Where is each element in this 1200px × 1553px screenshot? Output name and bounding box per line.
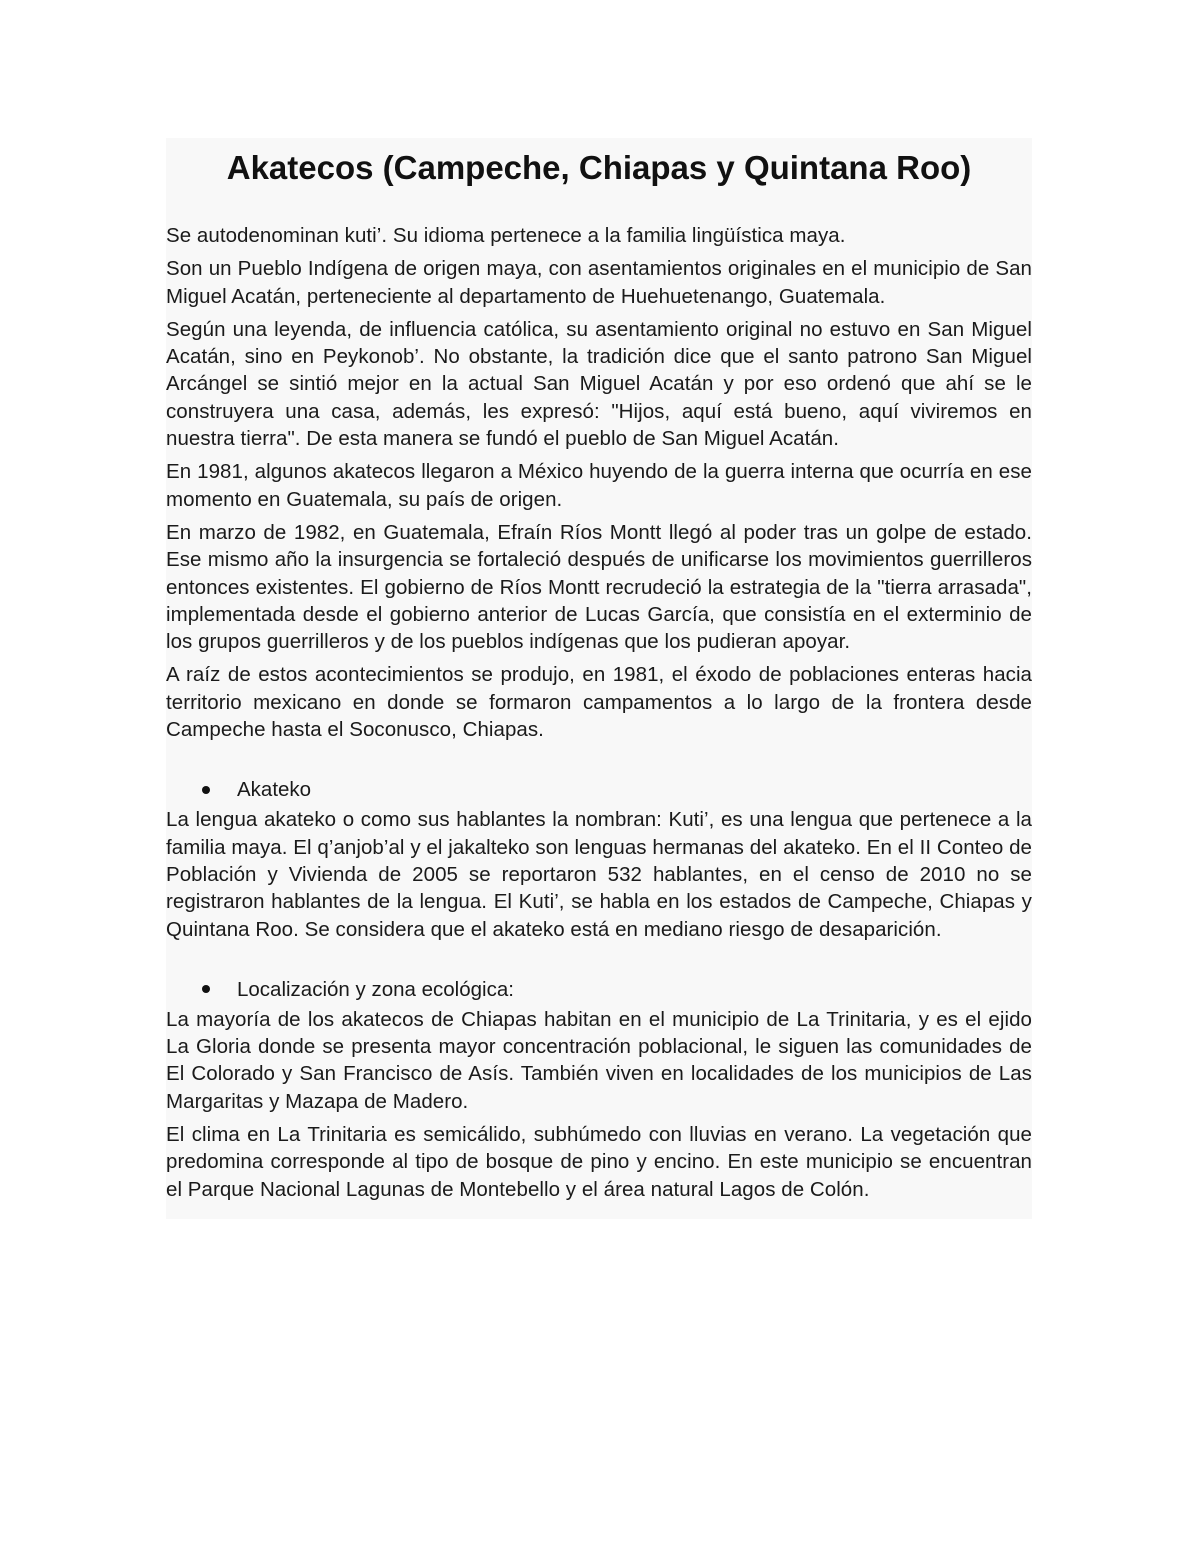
intro-paragraph-2: Son un Pueblo Indígena de origen maya, con asentamientos originales en el municipio de San Miguel Acatán, perteneciente al departamento de Huehuetenango, Guatemala. bbox=[166, 257, 1032, 308]
intro-paragraph-1: Se autodenominan kuti’. Su idioma pertenece a la familia lingüística maya. bbox=[166, 224, 846, 247]
intro-paragraph-6: A raíz de estos acontecimientos se produjo, en 1981, el éxodo de poblaciones enteras hacia territorio mexicano en donde se formaron campamentos a lo largo de la frontera desde Campeche hasta el Soconusco, Chiapas. bbox=[166, 663, 1032, 742]
section-heading-localizacion bbox=[166, 976, 1032, 1003]
section-heading-label: Localización y zona ecológica: bbox=[237, 977, 514, 1001]
intro-paragraph-5: En marzo de 1982, en Guatemala, Efraín Ríos Montt llegó al poder tras un golpe de estado. Ese mismo año la insurgencia se fortaleció después de unificarse los movimientos guerrilleros entonces existentes. El gobierno de Ríos Montt recrudeció la estrategia de la "tierra arrasada", implementada desde el gobierno anterior de Lucas García, que consistía en el exterminio de los grupos guerrilleros y de los pueblos indígenas que los pudieran apoyar. bbox=[166, 520, 1032, 654]
section-spacer bbox=[166, 749, 1032, 776]
document-title: Akatecos (Campeche, Chiapas y Quintana Roo) bbox=[226, 149, 972, 186]
section-heading-akateko bbox=[166, 776, 1032, 803]
intro-paragraph-4: En 1981, algunos akatecos llegaron a México huyendo de la guerra interna que ocurría en ese momento en Guatemala, su país de origen. bbox=[166, 460, 1032, 511]
content-bottom-padding bbox=[166, 1209, 1032, 1219]
bullet-dot-icon bbox=[202, 786, 210, 794]
section-heading-label: Akateko bbox=[237, 778, 312, 802]
section-spacer bbox=[166, 949, 1032, 976]
document-content bbox=[166, 138, 1032, 1219]
intro-paragraph-3: Según una leyenda, de influencia católica, su asentamiento original no estuvo en San Miguel Acatán, sino en Peykonob’. No obstante, la tradición dice que el santo patrono San Miguel Arcángel se sintió mejor en la actual San Miguel Acatán y por eso ordenó que ahí se le construyera una casa, además, les expresó: "Hijos, aquí está bueno, aquí viviremos en nuestra tierra". De esta manera se fundó el pueblo de San Miguel Acatán. bbox=[166, 317, 1032, 451]
localizacion-paragraph-2: El clima en La Trinitaria es semicálido, subhúmedo con lluvias en verano. La vegetación que predomina corresponde al tipo de bosque de pino y encino. En este municipio se encuentran el Parque Nacional Lagunas de Montebello y el área natural Lagos de Colón. bbox=[166, 1123, 1032, 1201]
localizacion-paragraph-1: La mayoría de los akatecos de Chiapas habitan en el municipio de La Trinitaria, y es el ejido La Gloria donde se presenta mayor concentración poblacional, le siguen las comunidades de El Colorado y San Francisco de Asís. También viven en localidades de los municipios de Las Margaritas y Mazapa de Madero. bbox=[166, 1007, 1032, 1113]
akateko-paragraph-1: La lengua akateko o como sus hablantes la nombran: Kuti’, es una lengua que pertenece a la familia maya. El q’anjob’al y el jakalteko son lenguas hermanas del akateko. En el II Conteo de Población y Vivienda de 2005 se reportaron 532 hablantes, en el censo de 2010 no se registraron hablantes de la lengua. El Kuti’, se habla en los estados de Campeche, Chiapas y Quintana Roo. Se considera que el akateko está en mediano riesgo de desaparición. bbox=[166, 808, 1032, 941]
bullet-dot-icon bbox=[202, 985, 210, 993]
